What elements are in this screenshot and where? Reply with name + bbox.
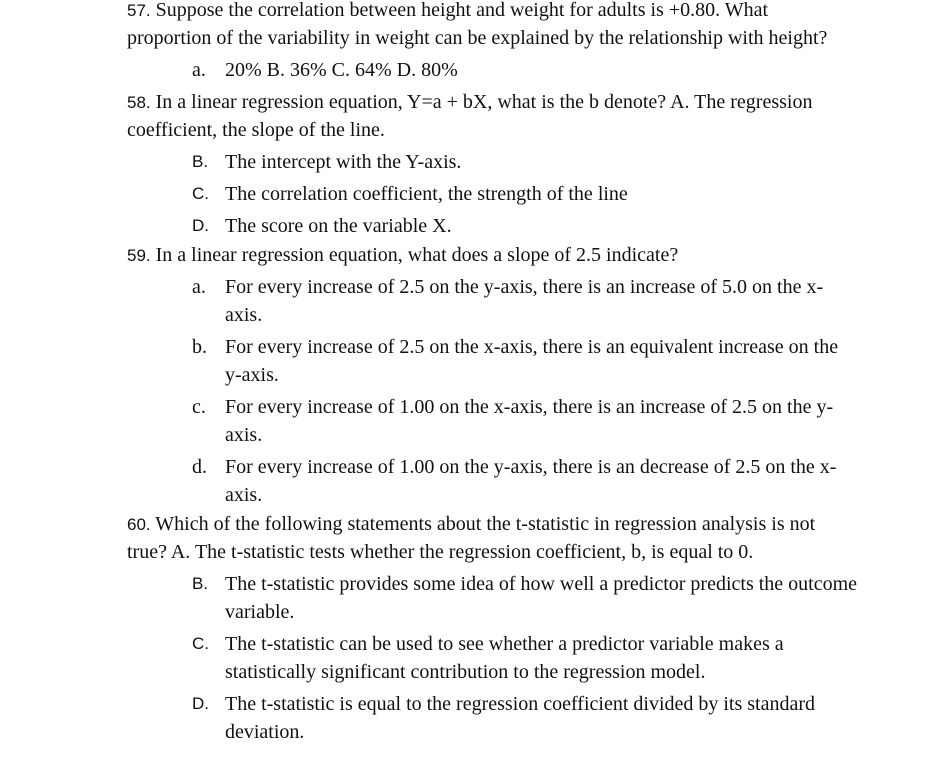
question-57-inline-options: 20% B. 36% C. 64% D. 80% (225, 59, 458, 81)
question-60-option-c-label: C. (192, 634, 209, 653)
question-58-option-d-label: D. (192, 216, 209, 235)
question-59-option-a-label: a. (192, 276, 206, 298)
question-60-option-d-line-1: The t-statistic is equal to the regression coefficient divided by its standard (225, 693, 816, 715)
question-58-option-c-label: C. (192, 184, 209, 203)
question-60-option-b-line-2: variable. (225, 601, 295, 623)
question-60-stem-line-2: true? A. The t-statistic tests whether the regression coefficient, b, is equal to 0. (127, 541, 754, 563)
question-57-number: 57. (127, 1, 151, 20)
question-58-option-b-label: B. (192, 152, 209, 171)
question-59-option-c-label: c. (192, 396, 206, 418)
question-59-option-a-line-2: axis. (225, 304, 263, 326)
question-59-option-d-label: d. (192, 456, 207, 478)
question-59-option-b-line-1: For every increase of 2.5 on the x-axis, there is an equivalent increase on the (225, 336, 839, 358)
question-58-stem-line-1: In a linear regression equation, Y=a + bX, what is the b denote? A. The regression (150, 91, 813, 113)
question-57-stem-line-2: proportion of the variability in weight can be explained by the relationship with height? (127, 27, 828, 49)
question-60-option-d-line-2: deviation. (225, 721, 305, 743)
question-59-stem (127, 241, 678, 270)
question-60-option-b-line-1: The t-statistic provides some idea of how well a predictor predicts the outcome (225, 573, 858, 595)
question-59-option-c-line-1: For every increase of 1.00 on the x-axis, there is an increase of 2.5 on the y- (225, 396, 834, 418)
question-59-option-b-label: b. (192, 336, 207, 358)
question-60-option-c-line-1: The t-statistic can be used to see whether a predictor variable makes a (225, 633, 784, 655)
question-57-stem (127, 0, 768, 25)
question-59-option-d-line-1: For every increase of 1.00 on the y-axis, there is an decrease of 2.5 on the x- (225, 456, 837, 478)
question-60-number: 60. (127, 515, 151, 534)
question-58-option-c-text: The correlation coefficient, the strength of the line (225, 183, 628, 205)
question-59-stem-line-1: In a linear regression equation, what does a slope of 2.5 indicate? (150, 244, 679, 266)
question-58-option-b-text: The intercept with the Y-axis. (225, 151, 462, 173)
question-60-option-b-label: B. (192, 574, 209, 593)
question-60-stem (127, 510, 815, 539)
question-60-option-d-label: D. (192, 694, 209, 713)
question-58-number: 58. (127, 93, 151, 112)
question-57-option-a-label: a. (192, 59, 206, 81)
question-58-stem-line-2: coefficient, the slope of the line. (127, 119, 385, 141)
question-60-option-c-line-2: statistically significant contribution to the regression model. (225, 661, 706, 683)
question-59-number: 59. (127, 246, 151, 265)
question-58-stem (127, 88, 812, 117)
question-58-option-d-text: The score on the variable X. (225, 215, 452, 237)
question-59-option-a-line-1: For every increase of 2.5 on the y-axis, there is an increase of 5.0 on the x- (225, 276, 824, 298)
question-59-option-c-line-2: axis. (225, 424, 263, 446)
question-59-option-d-line-2: axis. (225, 484, 263, 506)
question-57-stem-line-1: Suppose the correlation between height and weight for adults is +0.80. What (150, 0, 769, 21)
question-59-option-b-line-2: y-axis. (225, 364, 279, 386)
question-60-stem-line-1: Which of the following statements about the t-statistic in regression analysis is not (150, 513, 816, 535)
